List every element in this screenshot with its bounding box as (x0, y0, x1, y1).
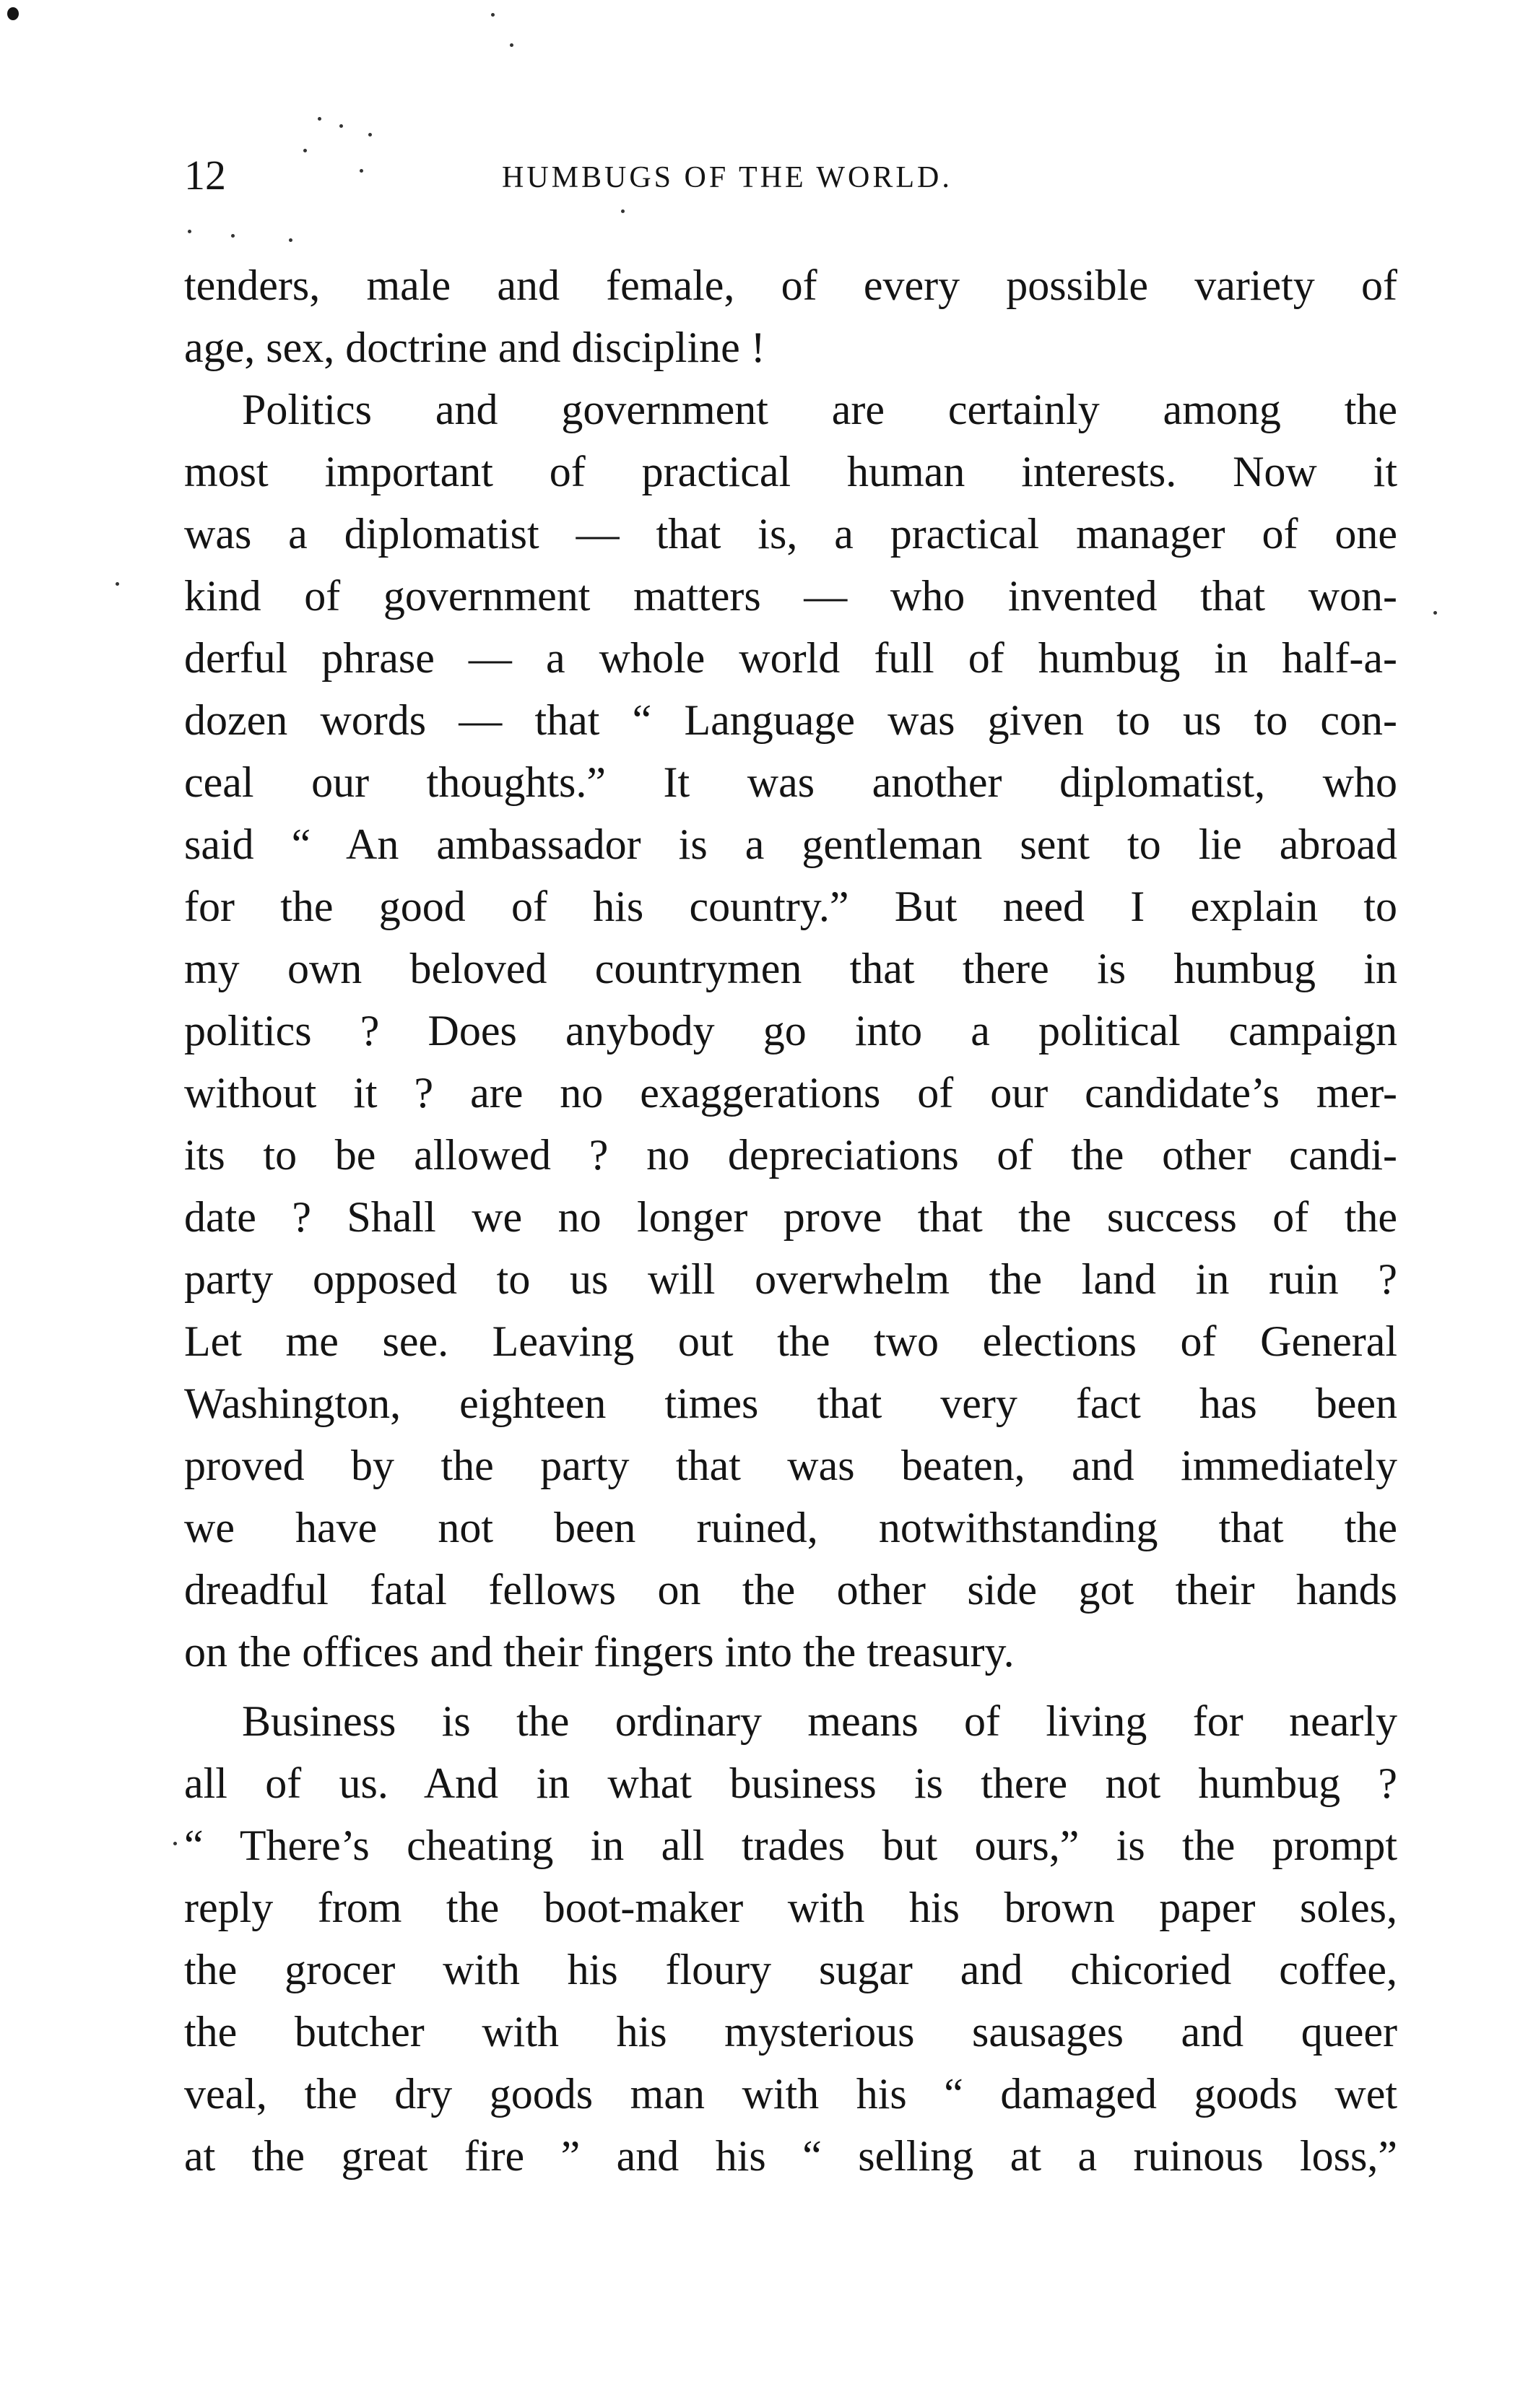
text-line: my own beloved countrymen that there is humbug in (184, 945, 1397, 992)
text-line: for the good of his country.” But need I explain to (184, 883, 1397, 930)
text-line: tenders, male and female, of every possible variety of (184, 261, 1397, 309)
text-line: all of us. And in what business is there not humbug ? (184, 1759, 1397, 1807)
text-line: the butcher with his mysterious sausages and queer (184, 2008, 1397, 2056)
text-line: derful phrase — a whole world full of humbug in half-a- (184, 634, 1397, 682)
body-text (184, 254, 1397, 2187)
text-line: most important of practical human interests. Now it (184, 448, 1397, 495)
text-line: reply from the boot-maker with his brown paper soles, (184, 1884, 1397, 1931)
text-line: Let me see. Leaving out the two elections of General (184, 1317, 1397, 1365)
text-line: veal, the dry goods man with his “ damaged goods wet (184, 2070, 1397, 2118)
text-line: Washington, eighteen times that very fact has been (184, 1380, 1397, 1427)
text-line: dreadful fatal fellows on the other side got their hands (184, 1566, 1397, 1614)
running-head: HUMBUGS OF THE WORLD. (502, 161, 952, 194)
ink-blot (7, 7, 19, 20)
ink-speck (621, 209, 625, 213)
text-line: was a diplomatist — that is, a practical manager of one (184, 510, 1397, 558)
page-number: 12 (184, 152, 226, 199)
text-line: kind of government matters — who invented that won- (184, 572, 1397, 620)
text-line: “ There’s cheating in all trades but ours,” is the prompt (184, 1822, 1397, 1869)
ink-speck (339, 124, 343, 128)
text-line: the grocer with his floury sugar and chicoried coffee, (184, 1946, 1397, 1993)
ink-speck (1433, 611, 1437, 615)
text-line: Business is the ordinary means of living for nearly (242, 1697, 1397, 1745)
ink-speck (318, 117, 321, 121)
text-line: we have not been ruined, notwithstanding that the (184, 1504, 1397, 1551)
ink-speck (116, 582, 119, 586)
text-line: politics ? Does anybody go into a political campaign (184, 1007, 1397, 1054)
text-line: on the offices and their fingers into the treasury. (184, 1628, 1015, 1676)
text-line: at the great fire ” and his “ selling at a ruinous loss,” (184, 2132, 1397, 2180)
text-line: ceal our thoughts.” It was another diplomatist, who (184, 758, 1397, 806)
text-line: proved by the party that was beaten, and immediately (184, 1442, 1397, 1489)
ink-speck (368, 133, 372, 137)
ink-speck (491, 13, 495, 17)
text-line: said “ An ambassador is a gentleman sent to lie abroad (184, 820, 1397, 868)
text-line: Politics and government are certainly among the (242, 386, 1397, 433)
text-line: date ? Shall we no longer prove that the success of the (184, 1193, 1397, 1241)
page-header (184, 150, 1397, 201)
ink-speck (173, 1842, 177, 1845)
ink-speck (231, 234, 235, 238)
text-line: dozen words — that “ Language was given to us to con- (184, 696, 1397, 744)
ink-speck (188, 230, 191, 233)
text-line: age, sex, doctrine and discipline ! (184, 324, 765, 371)
ink-speck (289, 238, 292, 242)
text-line: without it ? are no exaggerations of our candidate’s mer- (184, 1069, 1397, 1117)
text-line: party opposed to us will overwhelm the land in ruin ? (184, 1255, 1397, 1303)
text-line: its to be allowed ? no depreciations of the other candi- (184, 1131, 1397, 1179)
ink-speck (510, 43, 513, 47)
